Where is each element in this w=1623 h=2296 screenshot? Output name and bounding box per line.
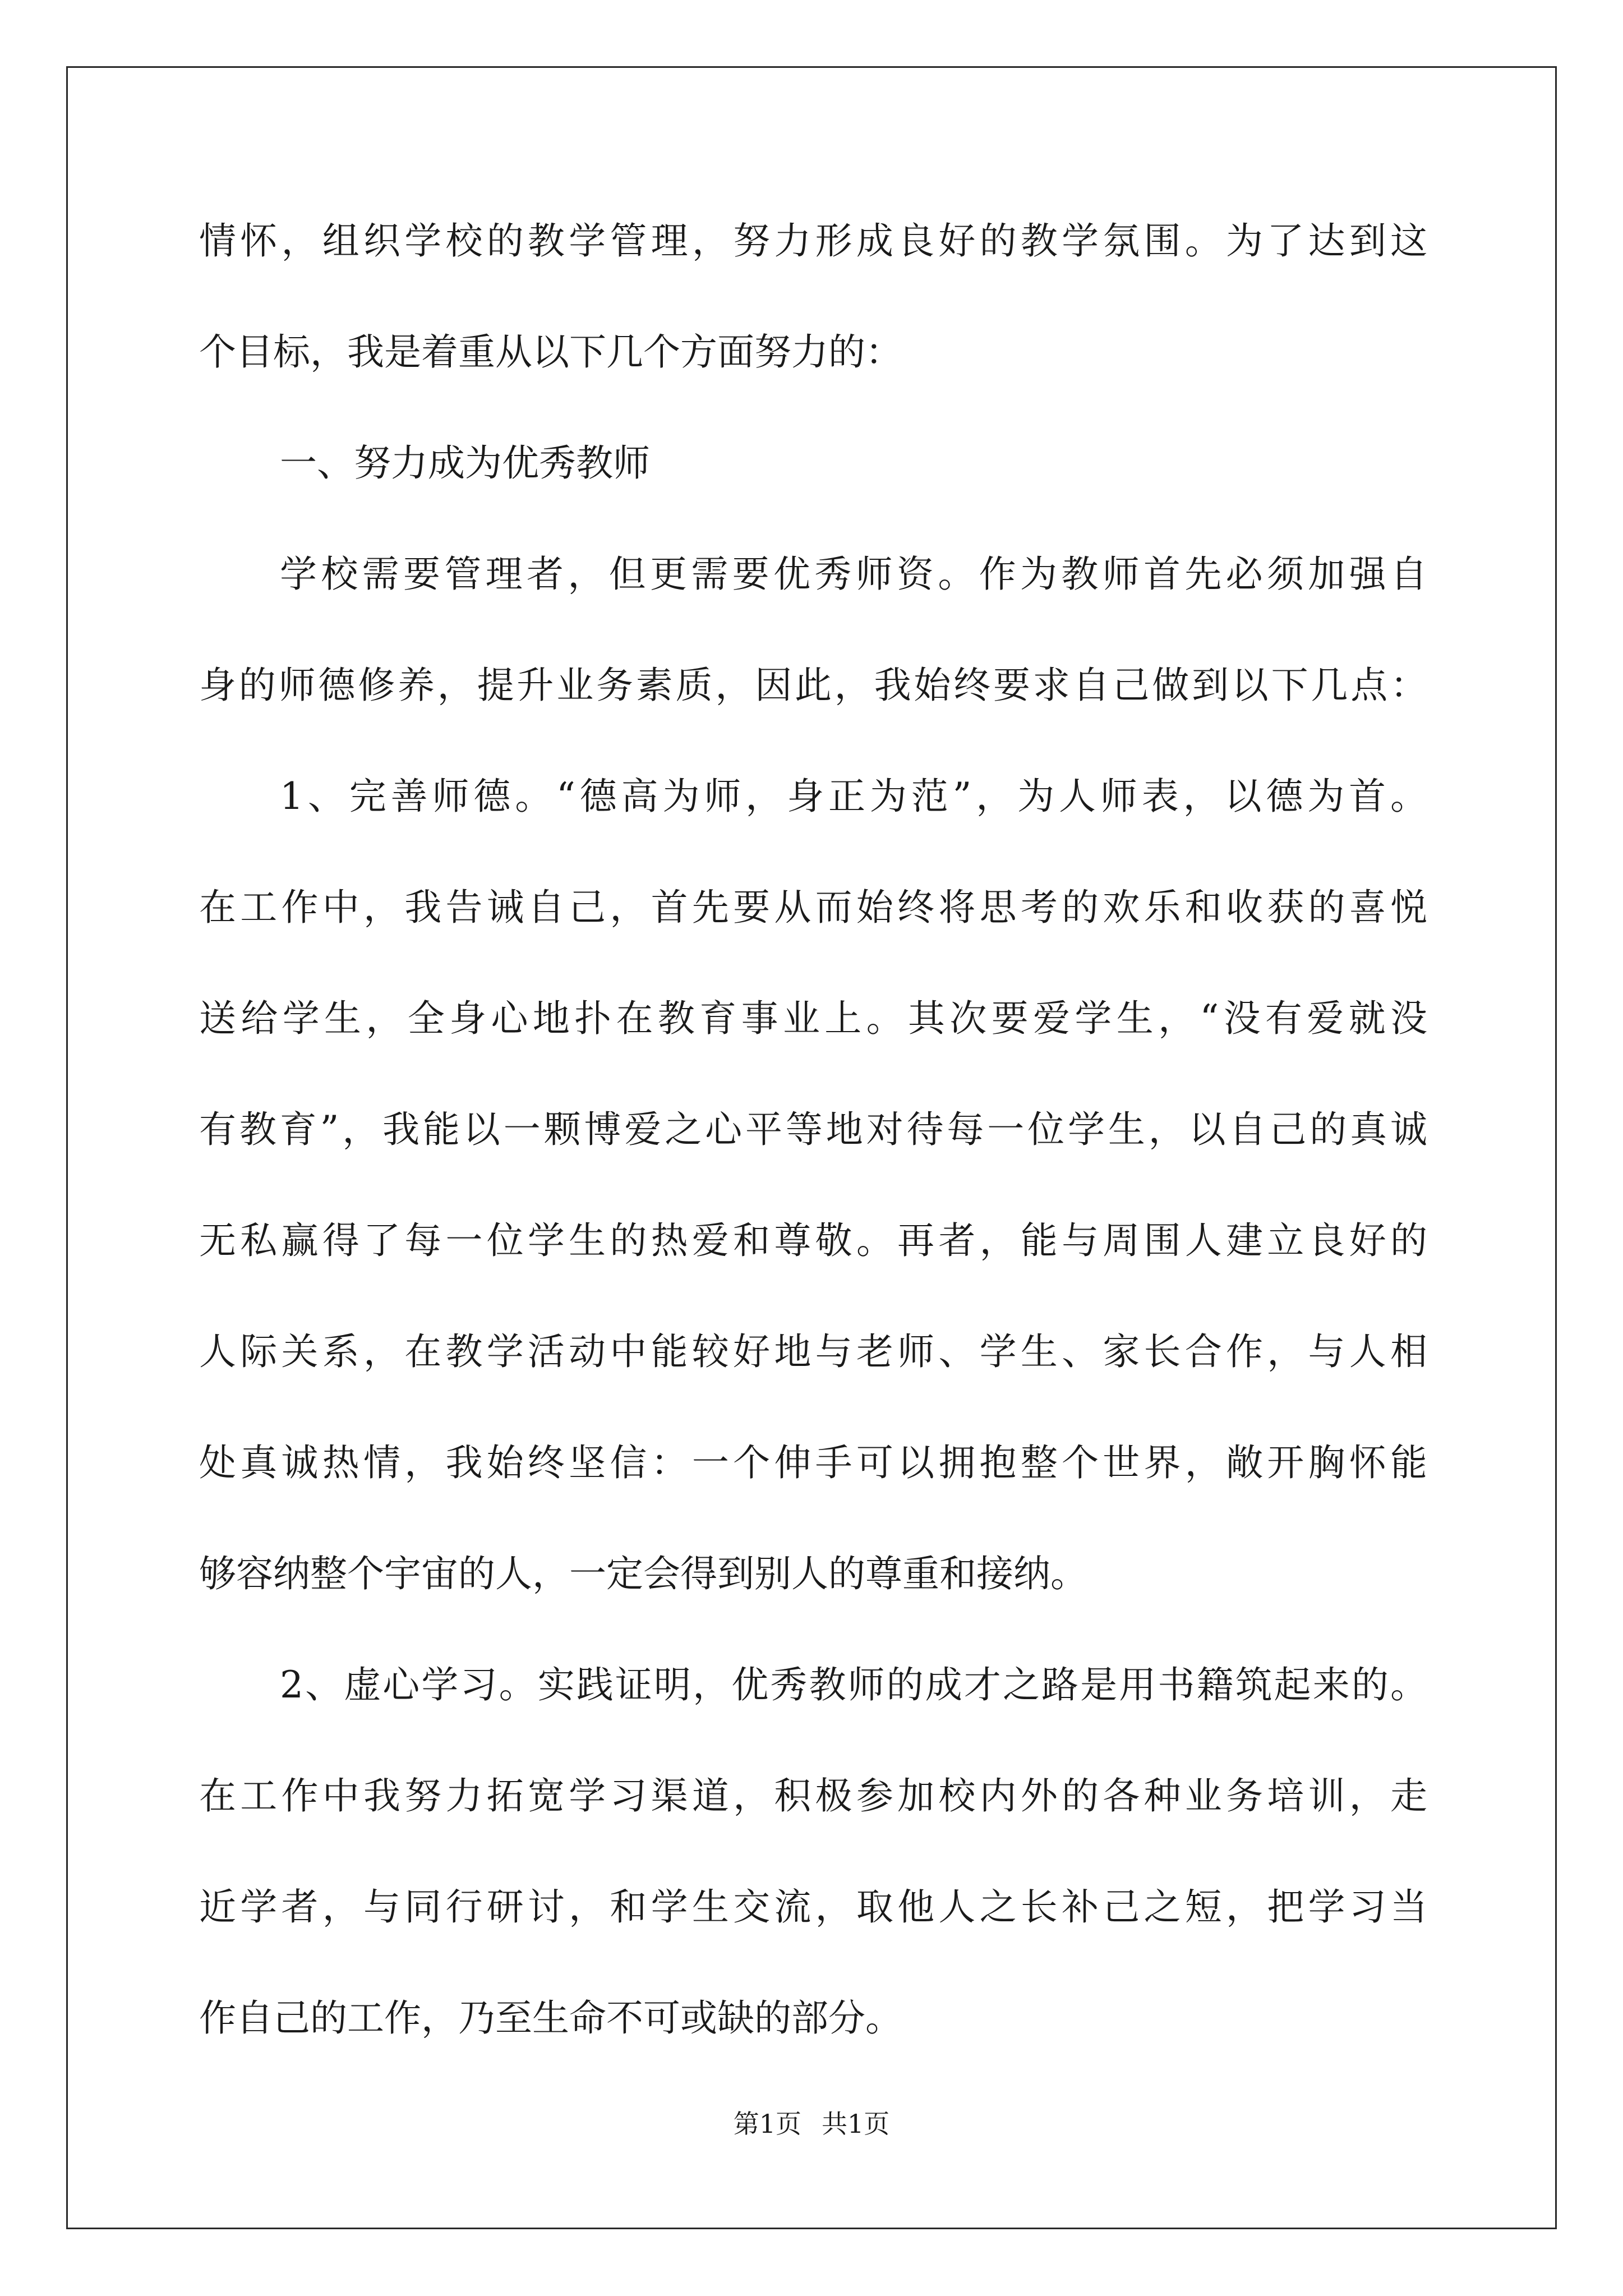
text-line: 作自己的工作，乃至生命不可或缺的部分。 xyxy=(199,1996,902,2040)
text-line: 近学者，与同行研讨，和学生交流，取他人之长补己之短，把学习当 xyxy=(199,1885,1427,1929)
text-line: 在工作中，我告诫自己，首先要从而始终将思考的欢乐和收获的喜悦 xyxy=(199,886,1427,929)
text-line: 2、虚心学习。实践证明，优秀教师的成才之路是用书籍筑起来的。 xyxy=(280,1663,1427,1706)
text-line: 人际关系，在教学活动中能较好地与老师、学生、家长合作，与人相 xyxy=(199,1330,1427,1373)
text-line: 在工作中我努力拓宽学习渠道，积极参加校内外的各种业务培训，走 xyxy=(199,1774,1427,1818)
text-line: 学校需要管理者，但更需要优秀师资。作为教师首先必须加强自 xyxy=(280,553,1427,596)
text-line: 身的师德修养，提升业务素质，因此，我始终要求自己做到以下几点： xyxy=(199,664,1427,707)
text-line: 无私赢得了每一位学生的热爱和尊敬。再者，能与周围人建立良好的 xyxy=(199,1219,1427,1262)
page-number: 第1页 xyxy=(733,2109,801,2139)
text-line: 有教育”，我能以一颗博爱之心平等地对待每一位学生，以自己的真诚 xyxy=(199,1108,1427,1151)
text-line: 送给学生，全身心地扑在教育事业上。其次要爱学生，“没有爱就没 xyxy=(199,997,1427,1040)
text-line: 1、完善师德。“德高为师，身正为范”，为人师表，以德为首。 xyxy=(280,775,1427,818)
page-total: 共1页 xyxy=(822,2109,890,2139)
text-line: 处真诚热情，我始终坚信：一个伸手可以拥抱整个世界，敞开胸怀能 xyxy=(199,1441,1427,1484)
page-footer xyxy=(0,2104,1623,2141)
text-line: 够容纳整个宇宙的人，一定会得到别人的尊重和接纳。 xyxy=(199,1552,1087,1595)
section-heading: 一、努力成为优秀教师 xyxy=(280,441,650,485)
text-line: 情怀，组织学校的教学管理，努力形成良好的教学氛围。为了达到这 xyxy=(199,219,1427,263)
document-body xyxy=(199,213,1427,2101)
text-line: 个目标，我是着重从以下几个方面努力的： xyxy=(199,330,902,374)
